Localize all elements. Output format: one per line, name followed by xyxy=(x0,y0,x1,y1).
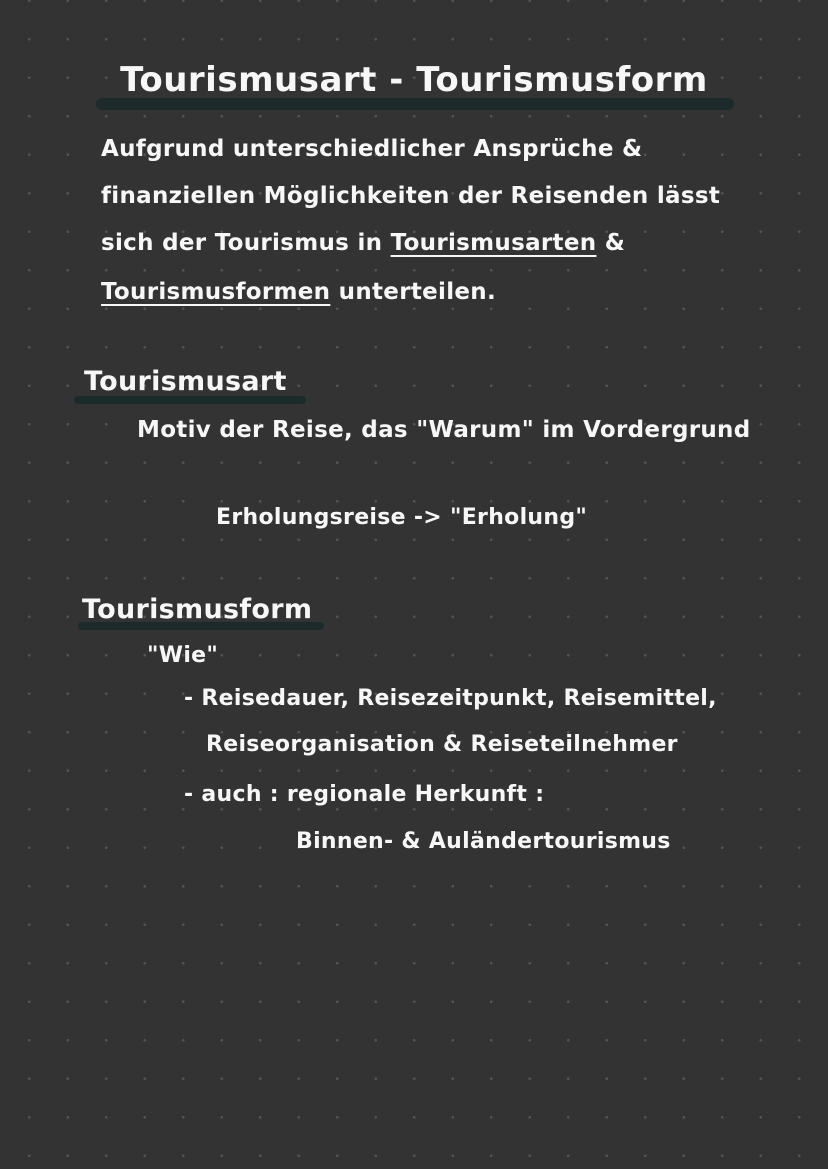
art-definition: Motiv der Reise, das "Warum" im Vordergrund xyxy=(137,417,751,443)
page-title: Tourismusart - Tourismusform xyxy=(120,60,708,100)
heading-tourismusart: Tourismusart xyxy=(84,366,287,397)
intro-line-3 xyxy=(101,230,625,256)
intro-line-3-post: & xyxy=(596,230,626,256)
form-bullet-2-line-1: - auch : regionale Herkunft : xyxy=(184,782,545,807)
form-bullet-2-line-2: Binnen- & Auländertourismus xyxy=(296,829,671,854)
title-block xyxy=(0,56,828,116)
intro-line-3-pre: sich der Tourismus in xyxy=(101,230,391,256)
term-tourismusformen: Tourismusformen xyxy=(101,279,331,305)
term-tourismusarten: Tourismusarten xyxy=(390,230,597,256)
heading-tourismusform: Tourismusform xyxy=(82,594,313,625)
intro-line-4 xyxy=(101,279,496,305)
intro-line-4-post: unterteilen. xyxy=(330,279,497,305)
art-example: Erholungsreise -> "Erholung" xyxy=(216,505,588,530)
heading-art-highlight xyxy=(74,396,306,404)
intro-line-1: Aufgrund unterschiedlicher Ansprüche & xyxy=(101,136,643,162)
form-question: "Wie" xyxy=(147,643,219,668)
form-bullet-1-line-2: Reiseorganisation & Reiseteilnehmer xyxy=(206,732,678,757)
form-bullet-1-line-1: - Reisedauer, Reisezeitpunkt, Reisemittel, xyxy=(184,686,717,711)
intro-line-2: finanziellen Möglichkeiten der Reisenden lässt xyxy=(101,183,721,209)
